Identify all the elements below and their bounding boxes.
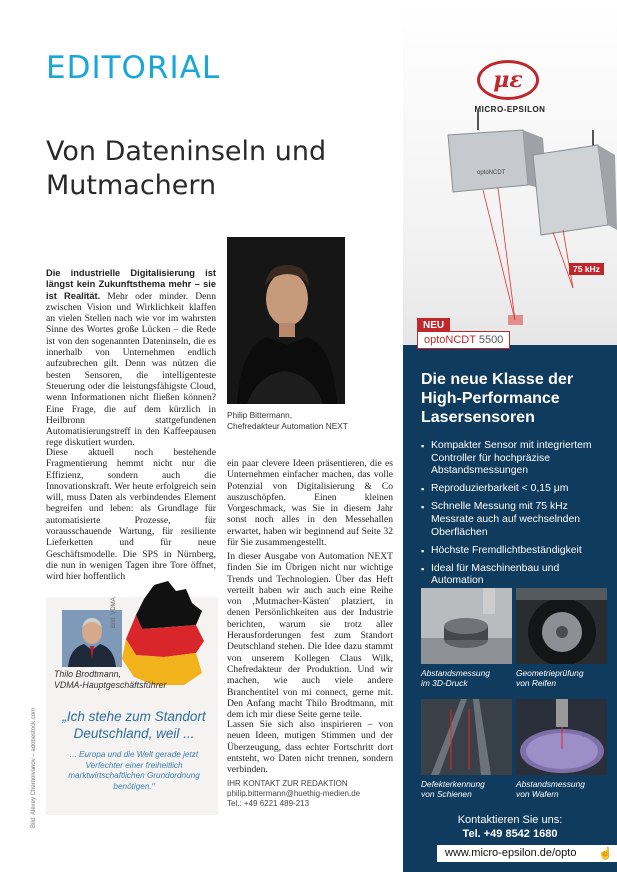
box-quote: „Ich stehe zum Standort Deutschland, weil ... (62, 709, 206, 741)
contact-label: IHR KONTAKT ZUR REDAKTION (227, 779, 348, 788)
paragraph-3: In dieser Ausgabe von Automation NEXT finden Sie im Übrigen nicht nur wichtige Trends und Technologien. Über das Heft verteilt haben wir auch auch eine Reihe von ‚Mutmacher-Kästen' platziert, in denen Persönlichkeiten aus der Industrie berichten, warum sie trotz aller Herausforderungen fest zum Standort Deutschland stehen. Die Idee dazu stammt von unserem Kollegen Claus Wilk, Chefredakteur der Produktion. Und wir machen, wie auch viele andere Branchentitel von mi connect, gerne mit. Den Anfang macht Thilo Brodtmann, mit dem ich mir diese Seite gerne teile. (227, 551, 393, 721)
ad-product-area (403, 0, 617, 345)
ad-headline: Die neue Klasse der High-Performance Lasersensoren (421, 371, 574, 426)
tile-label-line1: Abstandsmessung (421, 668, 490, 678)
feature-item: ▪ Reproduzierbarkeit < 0,15 μm (421, 483, 613, 496)
rail-image (421, 699, 512, 775)
tile-label-line2: im 3D-Druck (421, 678, 468, 688)
paragraph-1-text: Mehr oder minder. Denn zwischen Vision und Wirklichkeit klaffen an vielen Stellen nach wie vor im wahrsten Sinne des Wortes große Lücken – die Rede ist von den sogenannten Dateninseln, die es innerhalb von Unternehmen endlich aufzubrechen gilt. Denn was nützen die besten Sensoren, die intelligenteste Steuerung oder die leistungsfähigste Cloud, wenn Informationen nicht fließen können? Eine Frage, die auf dem kürzlich in Heilbronn stattgefundenen Automatisierungstreff in den Kaffeepausen rege diskutiert wurden. (46, 290, 216, 449)
photo-caption (227, 410, 393, 431)
caption-name: Philip Bittermann, (227, 410, 293, 420)
tile-label-line2: von Wafern (516, 789, 559, 799)
image-credit: Bild: Alexey Chernoivanov – adobestock.com (31, 707, 37, 828)
section-heading: EDITORIAL (46, 50, 221, 86)
sensor-render-graphic (403, 110, 617, 350)
paragraph-4: Lassen Sie sich also inspirieren – von neuen Ideen, mutigen Stimmen und der Überzeugung, dass echter Fortschritt dort entsteht, wo Daten nicht trennen, sondern verbinden. (227, 719, 393, 776)
micro-epsilon-logo: με (477, 60, 539, 100)
editorial-contact (227, 779, 393, 810)
box-person-role: VDMA-Hauptgeschäftsführer (54, 680, 167, 690)
feature-item: ▪ Höchste Fremdlichtbeständigkeit (421, 545, 613, 558)
new-badge: NEU (417, 318, 450, 333)
feature-item: ▪ Ideal für Maschinenbau und Automation (421, 563, 613, 588)
caption-role: Chefredakteur Automation NEXT (227, 420, 348, 431)
ad-url-link[interactable] (437, 845, 617, 862)
box-quote-continued: ... Europa und die Welt gerade jetzt Verfechter einer freiheitlich marktwirtschaftlichen Grundordnung benötigen." (68, 750, 200, 791)
khz-badge: 75 kHz (569, 263, 604, 275)
ad-contact-phone: Tel. +49 8542 1680 (462, 828, 558, 840)
application-tile-3d-print (421, 588, 512, 664)
box-photo-credit: Bild: VDMA (111, 597, 117, 628)
lead-text: Die industrielle Digitalisierung ist längst kein Zukunftsthema mehr – sie ist Realität. (46, 268, 216, 301)
feature-list (421, 440, 613, 593)
brand-name: MICRO-EPSILON (474, 105, 546, 114)
paragraph-2-continued: ein paar clevere Ideen präsentieren, die es Unternehmen einfacher machen, das volle Potenzial von Digitalisierung & Co auszuschöpfen. Einen kleinen Vorgeschmack, was Sie in diesem Jahr sonst noch alles in den Messehallen erwartet, haben wir beginnend auf Seite 32 für Sie zusammengestellt. (227, 458, 393, 549)
box-person (54, 669, 214, 691)
wafer-image (516, 699, 607, 775)
product-name-badge (417, 331, 510, 349)
paragraph-2: Diese aktuell noch bestehende Fragmentierung hemmt nicht nur die Effizienz, sondern auch die Innovationskraft. Wer heute erfolgreich sein will, muss Daten als verbindendes Element begreifen und leben: als Grundlage für automatisierte Prozesse, für vorausschauende Wartung, für resiliente Lieferketten und für neue Geschäftsmodelle. Die SPS in Nürnberg, die nun in wenigen Tagen ihre Tore öffnet, wird hier hoffentlich (46, 447, 216, 583)
application-tile-rails (421, 699, 512, 775)
paragraph-1 (46, 268, 216, 449)
product-number: 5500 (478, 334, 504, 346)
tile-label-wafers (516, 779, 585, 799)
article-title: Von Dateninseln und Mutmachern (46, 136, 327, 201)
contact-phone: Tel.: +49 6221 489-213 (227, 799, 310, 809)
ad-contact (403, 813, 617, 841)
tile-label-line1: Defekterkennung (421, 779, 485, 789)
application-tile-wafers (516, 699, 607, 775)
sensor-product-label: optoNCDT (477, 170, 506, 176)
ad-url-text[interactable]: www.micro-epsilon.de/opto (445, 847, 577, 859)
box-person-name: Thilo Brodtmann, (54, 669, 121, 679)
feature-item: ▪ Kompakter Sensor mit integriertem Controller für hochpräzise Abstandsmessungen (421, 440, 613, 478)
product-name: NCDT (445, 334, 476, 346)
tire-image (516, 588, 607, 664)
feature-item: ▪ Schnelle Messung mit 75 kHz Messrate auch auf wechselnden Oberflächen (421, 501, 613, 539)
application-tile-tires (516, 588, 607, 664)
micro-epsilon-advertisement[interactable] (403, 0, 617, 872)
tile-label-line2: von Schienen (421, 789, 472, 799)
tile-label-tires (516, 668, 584, 688)
tile-label-line1: Abstandsmessung (516, 779, 585, 789)
ad-contact-label: Kontaktieren Sie uns: (457, 814, 563, 826)
hand-pointer-icon: ☝ (598, 846, 613, 860)
3d-print-image (421, 588, 512, 664)
tile-label-rails (421, 779, 485, 799)
tile-label-3d-print (421, 668, 490, 688)
author-portrait-image (227, 237, 345, 404)
tile-label-line2: von Reifen (516, 678, 557, 688)
tile-label-line1: Geometrieprüfung (516, 668, 584, 678)
contact-email[interactable]: philip.bittermann@huethig-medien.de (227, 789, 361, 799)
author-photo (227, 237, 345, 404)
product-prefix: opto (424, 334, 446, 346)
